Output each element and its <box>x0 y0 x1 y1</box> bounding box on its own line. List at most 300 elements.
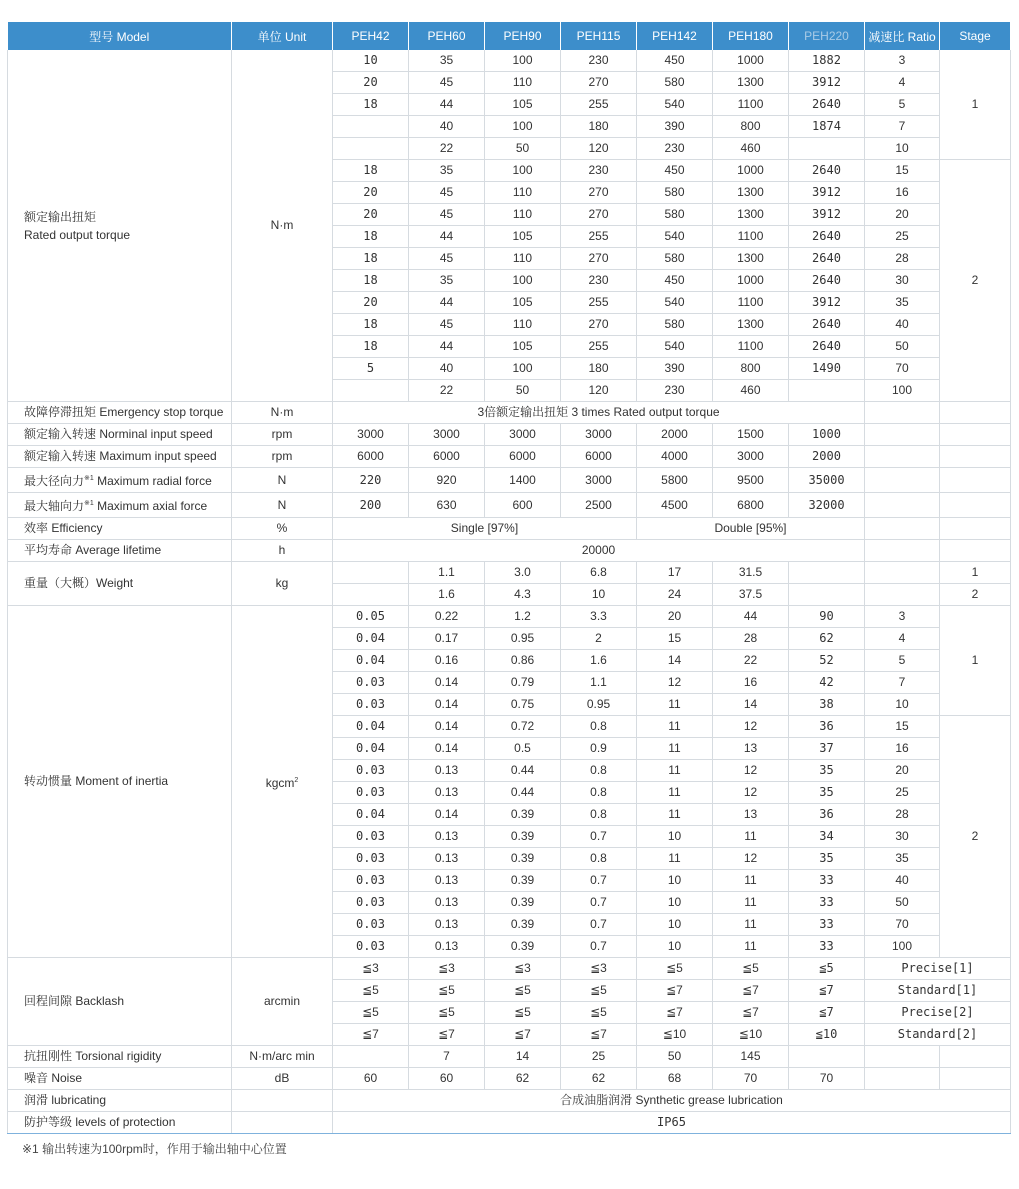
value-cell: 0.16 <box>409 650 485 672</box>
value-cell: 0.13 <box>409 782 485 804</box>
ratio-cell: 4 <box>865 628 940 650</box>
value-cell: ≦7 <box>485 1024 561 1046</box>
value-cell <box>333 1046 409 1068</box>
value-cell: ≦5 <box>561 980 637 1002</box>
rated-torque-label-cn: 额定输出扭矩 <box>24 209 97 224</box>
stage-cell <box>940 518 1011 540</box>
value-cell: 100 <box>485 358 561 380</box>
value-cell: 0.79 <box>485 672 561 694</box>
stage-cell <box>940 540 1011 562</box>
value-cell: 0.03 <box>333 870 409 892</box>
value-cell: 11 <box>637 848 713 870</box>
value-cell: 1400 <box>485 468 561 493</box>
value-cell: 2640 <box>789 160 865 182</box>
ratio-cell <box>865 424 940 446</box>
value-cell: 6800 <box>713 493 789 518</box>
axial-force-unit: N <box>232 493 333 518</box>
value-cell: 18 <box>333 248 409 270</box>
footnote-mark: ※1 <box>84 475 94 482</box>
value-cell: ≦10 <box>637 1024 713 1046</box>
value-cell: 105 <box>485 94 561 116</box>
rated-torque-row <box>8 50 1011 72</box>
value-cell: 0.14 <box>409 716 485 738</box>
value-cell: 120 <box>561 380 637 402</box>
backlash-row <box>8 958 1011 980</box>
value-cell: 10 <box>637 936 713 958</box>
weight-row <box>8 562 1011 584</box>
value-cell: 1300 <box>713 314 789 336</box>
value-cell: 10 <box>637 914 713 936</box>
stage-cell: 1 <box>940 562 1011 584</box>
value-cell: 12 <box>713 782 789 804</box>
value-cell: ≦5 <box>485 980 561 1002</box>
value-cell: 45 <box>409 204 485 226</box>
value-cell: 1.2 <box>485 606 561 628</box>
value-cell: ≦5 <box>409 980 485 1002</box>
stage-cell: 1 <box>940 50 1011 160</box>
value-cell: 18 <box>333 336 409 358</box>
ratio-cell <box>865 493 940 518</box>
value-cell: 110 <box>485 314 561 336</box>
value-cell: 0.14 <box>409 694 485 716</box>
lubricating-unit <box>232 1090 333 1112</box>
value-cell: 1500 <box>713 424 789 446</box>
value-cell: 33 <box>789 892 865 914</box>
value-cell: 18 <box>333 160 409 182</box>
ratio-cell: 5 <box>865 650 940 672</box>
value-cell: 2640 <box>789 270 865 292</box>
efficiency-label: 效率 Efficiency <box>8 518 232 540</box>
value-cell: 13 <box>713 738 789 760</box>
value-cell: 20 <box>333 204 409 226</box>
radial-force-label-cn: 最大径向力 <box>24 474 85 488</box>
value-cell: 1300 <box>713 182 789 204</box>
value-cell: 120 <box>561 138 637 160</box>
ratio-cell <box>865 446 940 468</box>
value-cell: 0.7 <box>561 870 637 892</box>
value-cell: 580 <box>637 182 713 204</box>
value-cell <box>333 562 409 584</box>
lifetime-row <box>8 540 1011 562</box>
ratio-cell <box>865 540 940 562</box>
value-cell: 230 <box>561 270 637 292</box>
value-cell: 34 <box>789 826 865 848</box>
value-cell: 0.13 <box>409 760 485 782</box>
stage-cell <box>940 468 1011 493</box>
value-cell: 390 <box>637 116 713 138</box>
radial-force-label-en: Maximum radial force <box>93 474 212 488</box>
ratio-cell: 7 <box>865 116 940 138</box>
value-cell: 9500 <box>713 468 789 493</box>
value-cell: 0.8 <box>561 848 637 870</box>
value-cell: 1490 <box>789 358 865 380</box>
value-cell: 62 <box>789 628 865 650</box>
inertia-unit-text: kgcm <box>265 775 295 790</box>
value-cell: 50 <box>637 1046 713 1068</box>
value-cell: 0.22 <box>409 606 485 628</box>
inertia-label: 转动惯量 Moment of inertia <box>8 606 232 958</box>
value-cell: 18 <box>333 314 409 336</box>
stage-cell <box>940 1046 1011 1068</box>
value-cell: 180 <box>561 116 637 138</box>
value-cell: 0.7 <box>561 936 637 958</box>
value-cell: 35 <box>409 270 485 292</box>
value-cell: ≦7 <box>561 1024 637 1046</box>
value-cell: 600 <box>485 493 561 518</box>
axial-force-label-cn: 最大轴向力 <box>24 499 85 513</box>
noise-label: 噪音 Noise <box>8 1068 232 1090</box>
value-cell: 20 <box>333 182 409 204</box>
value-cell: 70 <box>713 1068 789 1090</box>
radial-force-row <box>8 468 1011 493</box>
value-cell: 0.72 <box>485 716 561 738</box>
value-cell: ≦5 <box>561 1002 637 1024</box>
value-cell: 0.39 <box>485 892 561 914</box>
value-cell: 4.3 <box>485 584 561 606</box>
emergency-row <box>8 402 1011 424</box>
value-cell: ≦7 <box>713 1002 789 1024</box>
value-cell: 270 <box>561 182 637 204</box>
value-cell: 11 <box>637 804 713 826</box>
header-ratio: 减速比 Ratio <box>865 22 940 50</box>
value-cell: 3000 <box>713 446 789 468</box>
ratio-cell: 20 <box>865 760 940 782</box>
value-cell: 800 <box>713 116 789 138</box>
noise-unit: dB <box>232 1068 333 1090</box>
value-cell: 40 <box>409 116 485 138</box>
value-cell: 0.8 <box>561 804 637 826</box>
value-cell: 70 <box>789 1068 865 1090</box>
value-cell: 45 <box>409 248 485 270</box>
value-cell: 110 <box>485 72 561 94</box>
value-cell: 0.03 <box>333 892 409 914</box>
ratio-cell <box>865 1068 940 1090</box>
value-cell <box>789 1046 865 1068</box>
protection-label: 防护等级 levels of protection <box>8 1112 232 1134</box>
rated-torque-unit: N·m <box>232 50 333 402</box>
value-cell: 15 <box>637 628 713 650</box>
value-cell: ≦10 <box>713 1024 789 1046</box>
value-cell: 0.03 <box>333 760 409 782</box>
stage-cell: 2 <box>940 716 1011 958</box>
value-cell: ≦5 <box>789 958 865 980</box>
axial-force-row <box>8 493 1011 518</box>
stage-cell <box>940 446 1011 468</box>
value-cell: 0.03 <box>333 848 409 870</box>
value-cell: 0.03 <box>333 782 409 804</box>
value-cell: 270 <box>561 204 637 226</box>
value-cell: 5 <box>333 358 409 380</box>
value-cell: ≦5 <box>713 958 789 980</box>
value-cell <box>333 116 409 138</box>
header-peh42: PEH42 <box>333 22 409 50</box>
value-cell: 100 <box>485 160 561 182</box>
value-cell: 100 <box>485 270 561 292</box>
value-cell: 540 <box>637 292 713 314</box>
value-cell: 0.7 <box>561 892 637 914</box>
value-cell: 1100 <box>713 292 789 314</box>
value-cell: ≦3 <box>333 958 409 980</box>
value-cell: 6.8 <box>561 562 637 584</box>
value-cell: 11 <box>637 738 713 760</box>
value-cell: 35 <box>409 50 485 72</box>
value-cell: 50 <box>485 380 561 402</box>
value-cell: 100 <box>485 50 561 72</box>
inertia-unit-sup: 2 <box>294 776 299 784</box>
ratio-cell: 70 <box>865 914 940 936</box>
value-cell: 42 <box>789 672 865 694</box>
value-cell: 28 <box>713 628 789 650</box>
value-cell: 460 <box>713 380 789 402</box>
value-cell: 18 <box>333 94 409 116</box>
value-cell: 2 <box>561 628 637 650</box>
value-cell: 0.03 <box>333 672 409 694</box>
header-unit: 单位 Unit <box>232 22 333 50</box>
value-cell: 230 <box>637 138 713 160</box>
value-cell: 11 <box>637 716 713 738</box>
value-cell: 270 <box>561 314 637 336</box>
value-cell: ≦5 <box>409 1002 485 1024</box>
value-cell: 580 <box>637 248 713 270</box>
value-cell: 0.17 <box>409 628 485 650</box>
ratio-cell: 40 <box>865 870 940 892</box>
nominal-speed-row <box>8 424 1011 446</box>
value-cell <box>789 138 865 160</box>
value-cell: 35000 <box>789 468 865 493</box>
value-cell: 44 <box>713 606 789 628</box>
value-cell: 110 <box>485 248 561 270</box>
ratio-cell: 4 <box>865 72 940 94</box>
value-cell: 105 <box>485 292 561 314</box>
value-cell: ≦7 <box>409 1024 485 1046</box>
header-peh115: PEH115 <box>561 22 637 50</box>
ratio-cell: 3 <box>865 606 940 628</box>
ratio-cell: 15 <box>865 160 940 182</box>
value-cell: 37.5 <box>713 584 789 606</box>
value-cell: 10 <box>333 50 409 72</box>
emergency-value: 3倍额定输出扭矩 3 times Rated output torque <box>333 402 865 424</box>
value-cell: 0.7 <box>561 914 637 936</box>
value-cell: 2500 <box>561 493 637 518</box>
value-cell: 60 <box>409 1068 485 1090</box>
value-cell: 20 <box>333 292 409 314</box>
ratio-cell <box>865 584 940 606</box>
header-row <box>8 22 1011 50</box>
value-cell: 0.39 <box>485 914 561 936</box>
ratio-cell <box>865 402 940 424</box>
header-stage: Stage <box>940 22 1011 50</box>
value-cell: ≦7 <box>333 1024 409 1046</box>
value-cell: 105 <box>485 226 561 248</box>
value-cell: 2640 <box>789 94 865 116</box>
value-cell: 0.39 <box>485 870 561 892</box>
ratio-cell: 28 <box>865 248 940 270</box>
value-cell: 11 <box>713 870 789 892</box>
value-cell <box>333 584 409 606</box>
protection-unit <box>232 1112 333 1134</box>
value-cell: 14 <box>637 650 713 672</box>
inertia-row <box>8 606 1011 628</box>
ratio-cell: 20 <box>865 204 940 226</box>
value-cell: 255 <box>561 292 637 314</box>
value-cell: 0.04 <box>333 716 409 738</box>
value-cell: 4000 <box>637 446 713 468</box>
stage-cell: 2 <box>940 160 1011 402</box>
value-cell: 90 <box>789 606 865 628</box>
ratio-cell: 30 <box>865 826 940 848</box>
stage-cell: 1 <box>940 606 1011 716</box>
value-cell: 37 <box>789 738 865 760</box>
nominal-speed-label: 额定输入转速 Norminal input speed <box>8 424 232 446</box>
value-cell: 1300 <box>713 248 789 270</box>
value-cell: 10 <box>561 584 637 606</box>
value-cell: 540 <box>637 94 713 116</box>
ratio-cell: 10 <box>865 138 940 160</box>
value-cell <box>333 138 409 160</box>
noise-row <box>8 1068 1011 1090</box>
value-cell: 0.95 <box>485 628 561 650</box>
value-cell: 11 <box>637 782 713 804</box>
rigidity-unit: N·m/arc min <box>232 1046 333 1068</box>
value-cell: 0.8 <box>561 716 637 738</box>
header-peh180: PEH180 <box>713 22 789 50</box>
value-cell: 220 <box>333 468 409 493</box>
value-cell: 0.13 <box>409 914 485 936</box>
value-cell: 36 <box>789 716 865 738</box>
value-cell: 3912 <box>789 204 865 226</box>
value-cell: 6000 <box>561 446 637 468</box>
value-cell: ≦7 <box>637 1002 713 1024</box>
value-cell: 3000 <box>485 424 561 446</box>
value-cell: 33 <box>789 870 865 892</box>
value-cell: 200 <box>333 493 409 518</box>
value-cell: 255 <box>561 94 637 116</box>
ratio-cell: 25 <box>865 226 940 248</box>
ratio-cell <box>865 468 940 493</box>
value-cell: 12 <box>637 672 713 694</box>
ratio-cell: 28 <box>865 804 940 826</box>
value-cell: 10 <box>637 870 713 892</box>
stage-cell <box>940 424 1011 446</box>
value-cell: ≦3 <box>561 958 637 980</box>
radial-force-unit: N <box>232 468 333 493</box>
value-cell: 1882 <box>789 50 865 72</box>
value-cell: 0.8 <box>561 782 637 804</box>
value-cell: 1300 <box>713 204 789 226</box>
ratio-cell <box>865 518 940 540</box>
backlash-label: 回程间隙 Backlash <box>8 958 232 1046</box>
value-cell: 24 <box>637 584 713 606</box>
value-cell: 20 <box>333 72 409 94</box>
value-cell: ≦7 <box>637 980 713 1002</box>
value-cell: 580 <box>637 72 713 94</box>
value-cell: 580 <box>637 314 713 336</box>
value-cell: 460 <box>713 138 789 160</box>
value-cell: 0.13 <box>409 936 485 958</box>
ratio-cell: 3 <box>865 50 940 72</box>
value-cell: 12 <box>713 848 789 870</box>
value-cell: 20 <box>637 606 713 628</box>
value-cell: 11 <box>637 694 713 716</box>
nominal-speed-unit: rpm <box>232 424 333 446</box>
value-cell: 1000 <box>713 270 789 292</box>
value-cell: 2640 <box>789 226 865 248</box>
value-cell: 0.13 <box>409 870 485 892</box>
max-speed-label: 额定输入转速 Maximum input speed <box>8 446 232 468</box>
value-cell: 45 <box>409 182 485 204</box>
value-cell: 180 <box>561 358 637 380</box>
value-cell: 62 <box>485 1068 561 1090</box>
value-cell: 1100 <box>713 336 789 358</box>
value-cell: ≦3 <box>409 958 485 980</box>
value-cell: 11 <box>713 826 789 848</box>
value-cell: 270 <box>561 248 637 270</box>
value-cell: 44 <box>409 292 485 314</box>
lubricating-row <box>8 1090 1011 1112</box>
value-cell: 0.9 <box>561 738 637 760</box>
value-cell: 0.39 <box>485 848 561 870</box>
ratio-cell: 100 <box>865 380 940 402</box>
value-cell: 145 <box>713 1046 789 1068</box>
efficiency-double: Double [95%] <box>637 518 865 540</box>
lubricating-label: 润滑 lubricating <box>8 1090 232 1112</box>
value-cell: ≦5 <box>485 1002 561 1024</box>
value-cell: 50 <box>485 138 561 160</box>
value-cell: 44 <box>409 336 485 358</box>
value-cell: 1000 <box>789 424 865 446</box>
ratio-cell: 100 <box>865 936 940 958</box>
value-cell: 3912 <box>789 72 865 94</box>
value-cell: 450 <box>637 270 713 292</box>
value-cell: 6000 <box>409 446 485 468</box>
value-cell: 18 <box>333 226 409 248</box>
value-cell: 7 <box>409 1046 485 1068</box>
value-cell: 1100 <box>713 94 789 116</box>
value-cell: 540 <box>637 226 713 248</box>
value-cell: 5800 <box>637 468 713 493</box>
value-cell: 1300 <box>713 72 789 94</box>
value-cell: 11 <box>713 892 789 914</box>
value-cell: 0.04 <box>333 650 409 672</box>
value-cell: 450 <box>637 160 713 182</box>
value-cell: 14 <box>485 1046 561 1068</box>
value-cell: 0.05 <box>333 606 409 628</box>
ratio-cell: 16 <box>865 182 940 204</box>
rated-torque-label-en: Rated output torque <box>24 227 131 242</box>
emergency-unit: N·m <box>232 402 333 424</box>
stage-cell <box>940 402 1011 424</box>
efficiency-row <box>8 518 1011 540</box>
value-cell: 110 <box>485 182 561 204</box>
ratio-cell: 35 <box>865 848 940 870</box>
value-cell: 0.5 <box>485 738 561 760</box>
value-cell: 0.39 <box>485 936 561 958</box>
ratio-cell: 15 <box>865 716 940 738</box>
value-cell: 12 <box>713 716 789 738</box>
axial-force-label <box>8 493 232 518</box>
value-cell: ≦7 <box>789 980 865 1002</box>
backlash-unit: arcmin <box>232 958 333 1046</box>
value-cell: 3000 <box>409 424 485 446</box>
value-cell: 580 <box>637 204 713 226</box>
value-cell: ≦7 <box>789 1002 865 1024</box>
ratio-cell: 50 <box>865 336 940 358</box>
value-cell: 0.03 <box>333 826 409 848</box>
value-cell: 230 <box>637 380 713 402</box>
value-cell: ≦10 <box>789 1024 865 1046</box>
value-cell: 2000 <box>789 446 865 468</box>
value-cell: 0.03 <box>333 936 409 958</box>
